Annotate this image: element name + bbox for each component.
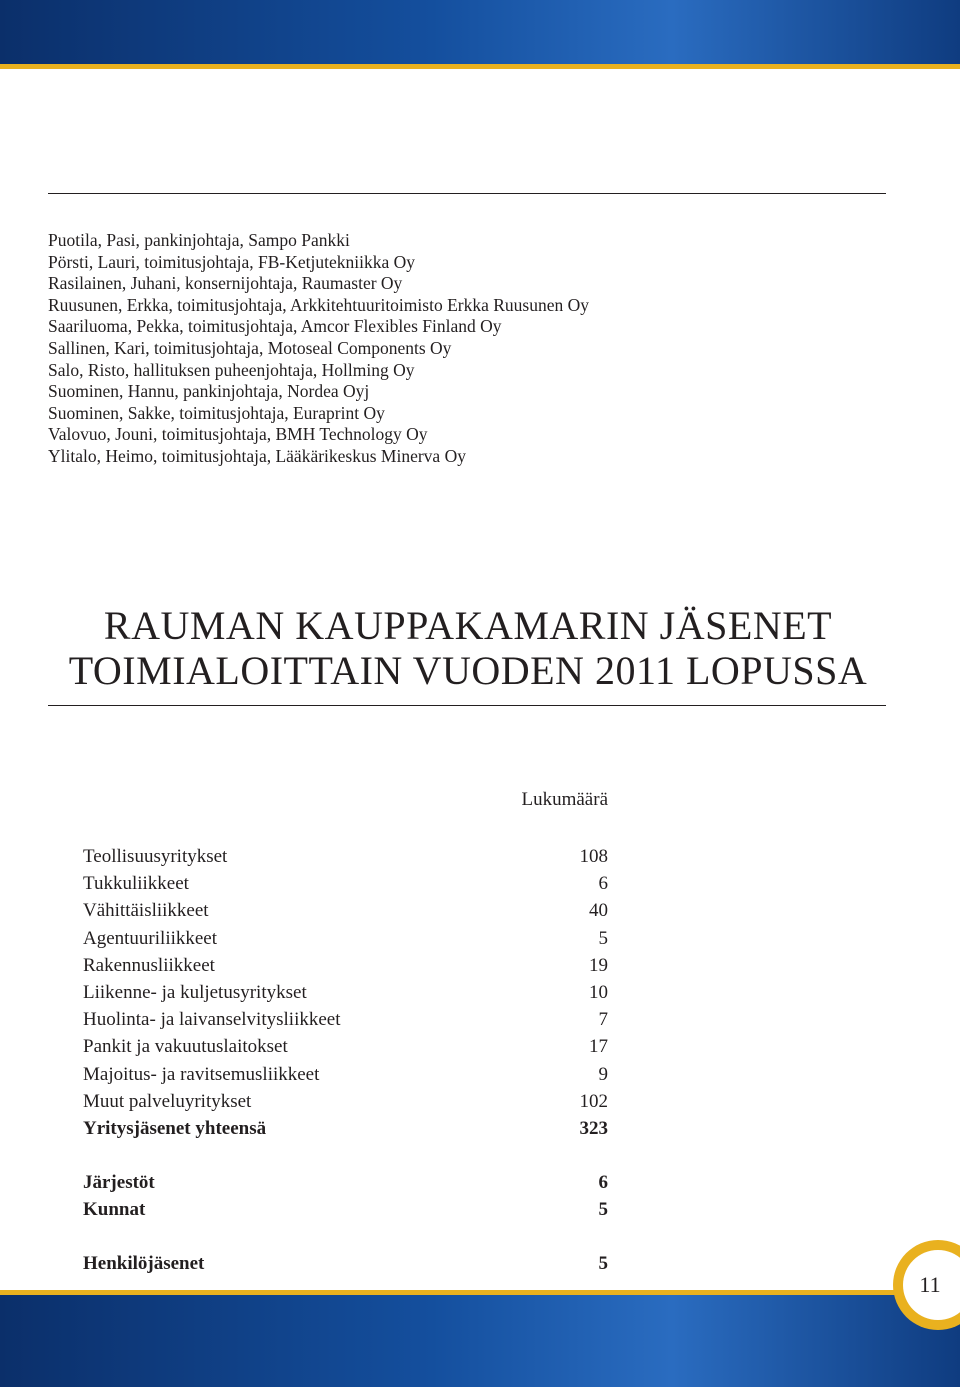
table-row <box>83 1061 608 1088</box>
spacer <box>83 1142 608 1169</box>
row-value: 6 <box>598 1172 608 1194</box>
row-value: 5 <box>598 1199 608 1221</box>
row-value: 5 <box>598 927 608 949</box>
row-value: 7 <box>598 1009 608 1031</box>
table-row <box>83 952 608 979</box>
section-title-line-2: TOIMIALOITTAIN VUODEN 2011 LOPUSSA <box>68 648 868 693</box>
row-label: Vähittäisliikkeet <box>83 900 209 922</box>
list-item: Rasilainen, Juhani, konsernijohtaja, Raumaster Oy <box>48 273 403 294</box>
list-item: Sallinen, Kari, toimitusjohtaja, Motoseal Components Oy <box>48 337 452 358</box>
list-item: Ylitalo, Heimo, toimitusjohtaja, Lääkärikeskus Minerva Oy <box>48 445 466 466</box>
table-row <box>83 1033 608 1060</box>
row-value: 5 <box>598 1253 608 1275</box>
row-label: Henkilöjäsenet <box>83 1253 205 1275</box>
row-value: 102 <box>579 1090 608 1112</box>
table-row <box>83 979 608 1006</box>
table-row <box>83 925 608 952</box>
table-row <box>83 1006 608 1033</box>
row-label: Rakennusliikkeet <box>83 954 215 976</box>
row-label: Huolinta- ja laivanselvitysliikkeet <box>83 1009 341 1031</box>
individual-members-row <box>83 1250 608 1277</box>
row-label: Majoitus- ja ravitsemusliikkeet <box>83 1063 320 1085</box>
row-label: Kunnat <box>83 1199 146 1221</box>
spacer <box>83 1223 608 1250</box>
column-header-count: Lukumäärä <box>521 789 608 810</box>
row-label: Agentuuriliikkeet <box>83 927 218 949</box>
top-rule <box>48 193 886 194</box>
list-item: Suominen, Hannu, pankinjohtaja, Nordea Oyj <box>48 381 370 402</box>
row-label: Tukkuliikkeet <box>83 873 189 895</box>
list-item: Valovuo, Jouni, toimitusjohtaja, BMH Technology Oy <box>48 424 428 445</box>
row-label: Liikenne- ja kuljetusyritykset <box>83 981 307 1003</box>
footer-band <box>0 1290 960 1387</box>
table-row <box>83 843 608 870</box>
page-number: 11 <box>919 1272 941 1297</box>
table-row <box>83 1196 608 1223</box>
row-value: 40 <box>589 900 608 922</box>
list-item: Pörsti, Lauri, toimitusjohtaja, FB-Ketjutekniikka Oy <box>48 251 415 272</box>
row-value: 17 <box>589 1036 608 1058</box>
row-value: 108 <box>579 846 608 867</box>
table-row <box>83 870 608 897</box>
table-row <box>83 1088 608 1115</box>
row-value: 9 <box>598 1063 608 1085</box>
total-label: Yritysjäsenet yhteensä <box>83 1117 267 1139</box>
row-value: 19 <box>589 954 608 976</box>
row-value: 6 <box>598 873 608 895</box>
total-value: 323 <box>579 1117 608 1139</box>
member-name-list <box>48 230 589 468</box>
section-rule <box>48 705 886 706</box>
header-band <box>0 0 960 69</box>
row-label: Pankit ja vakuutuslaitokset <box>83 1036 288 1058</box>
list-item: Puotila, Pasi, pankinjohtaja, Sampo Pankki <box>48 230 350 250</box>
section-title <box>0 603 936 693</box>
row-label: Järjestöt <box>83 1172 155 1194</box>
section-title-line-1: RAUMAN KAUPPAKAMARIN JÄSENET <box>103 603 833 648</box>
row-value: 10 <box>589 981 608 1003</box>
list-item: Suominen, Sakke, toimitusjohtaja, Euraprint Oy <box>48 402 385 423</box>
total-row <box>83 1115 608 1142</box>
membership-table <box>83 843 608 1278</box>
row-label: Muut palveluyritykset <box>83 1090 252 1112</box>
list-item: Saariluoma, Pekka, toimitusjohtaja, Amcor Flexibles Finland Oy <box>48 316 502 337</box>
table-row <box>83 897 608 924</box>
list-item: Salo, Risto, hallituksen puheenjohtaja, Hollming Oy <box>48 359 415 380</box>
table-row <box>83 1169 608 1196</box>
list-item: Ruusunen, Erkka, toimitusjohtaja, Arkkitehtuuritoimisto Erkka Ruusunen Oy <box>48 294 589 315</box>
row-label: Teollisuusyritykset <box>83 846 228 867</box>
